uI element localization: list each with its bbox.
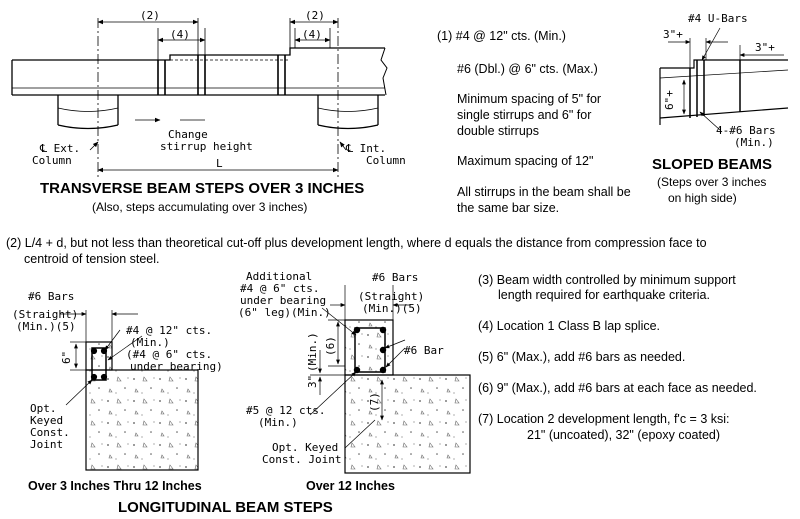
left-straight-2: (Min.)(5)	[16, 320, 76, 333]
sloped-subtitle-2: on high side)	[668, 191, 737, 205]
note-1d: single stirrups and 6" for	[457, 108, 592, 122]
left-key-1: Opt.	[30, 402, 57, 415]
sloped-beam-labels	[663, 12, 776, 149]
sloped-bars-min: (Min.)	[734, 136, 774, 149]
change-stirrup-label-1: Change	[168, 128, 208, 141]
int-column-label-1: ℄ Int.	[346, 142, 387, 155]
transverse-subtitle: (Also, steps accumulating over 3 inches)	[92, 200, 308, 214]
stirrup-notes	[437, 29, 631, 215]
note-7b: 21" (uncoated), 32" (epoxy coated)	[527, 428, 721, 442]
left-bars-label: #6 Bars	[28, 290, 75, 303]
note-3b: length required for earthquake criteria.	[498, 288, 710, 302]
sloped-subtitle-1: (Steps over 3 inches	[657, 175, 767, 189]
right-bar-label: #6 Bar	[404, 344, 444, 357]
ubars-label: #4 U-Bars	[688, 12, 748, 25]
ext-column-label-1: ℄ Ext.	[40, 142, 81, 155]
right-stirrup-1: #5 @ 12 cts.	[246, 404, 326, 417]
left-caption: Over 3 Inches Thru 12 Inches	[28, 479, 202, 493]
right-key-1: Opt. Keyed	[272, 441, 339, 454]
exterior-column	[58, 95, 118, 129]
right-dim-3: 3"	[306, 374, 319, 388]
int-column-label-2: Column	[366, 154, 406, 167]
note-2-line-2: centroid of tension steel.	[24, 252, 160, 266]
left-straight-1: (Straight)	[12, 308, 79, 321]
left-stirrup-1: #4 @ 12" cts.	[126, 324, 213, 337]
sloped-dim-right: 3"+	[755, 41, 775, 54]
interior-column	[318, 95, 378, 129]
note-4: (4) Location 1 Class B lap splice.	[478, 319, 661, 333]
note-2-line-1: (2) L/4 + d, but not less than theoretical cut-off plus development length, where d equals the distance from compression face to	[6, 236, 707, 250]
sloped-dim-left: 3"+	[663, 28, 683, 41]
note-1b: #6 (Dbl.) @ 6" cts. (Max.)	[457, 62, 598, 76]
left-key-3: Const.	[30, 426, 70, 439]
sloped-bars-label: 4-#6 Bars	[716, 124, 776, 137]
longitudinal-title: LONGITUDINAL BEAM STEPS	[118, 499, 333, 516]
change-stirrup-label-2: stirrup height	[160, 140, 253, 153]
right-add-4: (6" leg)(Min.)	[238, 306, 331, 319]
left-stirrup-3: (#4 @ 6" cts.	[126, 348, 213, 361]
right-dim-min: (Min.)	[306, 332, 319, 372]
note-1f: Maximum spacing of 12"	[457, 154, 594, 168]
ext-column-label-2: Column	[32, 154, 72, 167]
left-dim-6: 6"	[60, 350, 73, 364]
note-7a: (7) Location 2 development length, f'c = 3 ksi:	[478, 412, 730, 426]
note-1g: All stirrups in the beam shall be	[457, 185, 631, 199]
dim-2-right: (2)	[305, 9, 325, 22]
left-stirrup-2: (Min.)	[130, 336, 170, 349]
right-add-3: under bearing	[240, 294, 327, 307]
right-straight-1: (Straight)	[358, 290, 425, 303]
note-5: (5) 6" (Max.), add #6 bars as needed.	[478, 350, 686, 364]
transverse-title: TRANSVERSE BEAM STEPS OVER 3 INCHES	[40, 180, 365, 197]
right-key-2: Const. Joint	[262, 453, 342, 466]
right-add-1: Additional	[246, 270, 313, 283]
right-bars-label: #6 Bars	[372, 271, 419, 284]
left-key-2: Keyed	[30, 414, 64, 427]
sloped-dim-vertical: 6"+	[663, 90, 676, 110]
dim-4-right: (4)	[302, 28, 322, 41]
right-stirrup-2: (Min.)	[258, 416, 298, 429]
left-stirrup-4: under bearing)	[130, 360, 223, 373]
right-add-2: #4 @ 6" cts.	[240, 282, 320, 295]
right-straight-2: (Min.)(5)	[362, 302, 422, 315]
right-dim-6: (6)	[324, 336, 337, 356]
transverse-beam-labels	[32, 9, 406, 170]
note-3a: (3) Beam width controlled by minimum support	[478, 273, 736, 287]
bottom-notes	[478, 273, 757, 442]
right-dim-7: (7)	[368, 392, 381, 412]
note-6: (6) 9" (Max.), add #6 bars at each face as needed.	[478, 381, 757, 395]
span-label: L	[216, 157, 223, 170]
right-caption: Over 12 Inches	[306, 479, 395, 493]
note-1h: the same bar size.	[457, 201, 560, 215]
dim-4-left: (4)	[170, 28, 190, 41]
note-1c: Minimum spacing of 5" for	[457, 92, 602, 106]
note-1e: double stirrups	[457, 124, 539, 138]
note-1: (1) #4 @ 12" cts. (Min.)	[437, 29, 566, 43]
left-key-4: Joint	[30, 438, 64, 451]
dim-2-left: (2)	[140, 9, 160, 22]
sloped-title: SLOPED BEAMS	[652, 156, 773, 173]
